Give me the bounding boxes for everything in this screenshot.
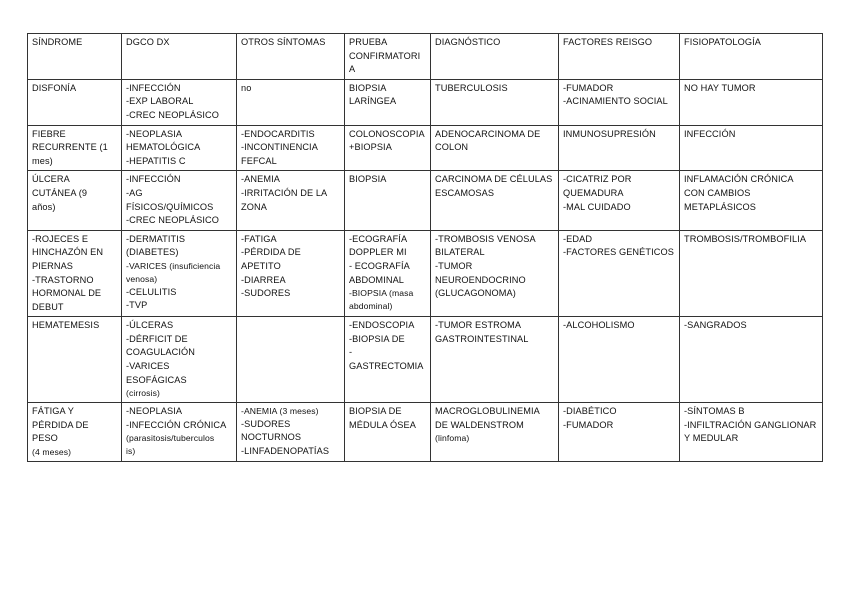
cell-line: -TUMOR ESTROMA [435,320,522,331]
cell-factores-riesgo [559,79,680,125]
cell-line: MACROGLOBULINEMIA [435,406,540,417]
cell-otros-sintomas [237,171,345,230]
cell-line: - ECOGRAFÍA [349,260,410,271]
cell-line: APETITO [241,260,281,271]
cell-factores-riesgo [559,125,680,171]
cell-otros-sintomas [237,79,345,125]
cell-line: DEBUT [32,301,64,312]
cell-dgco-dx [122,79,237,125]
cell-line: CON CAMBIOS [684,187,751,198]
cell-line: -FUMADOR [563,419,614,430]
table-row [28,403,823,462]
cell-line: (linfoma) [435,433,470,444]
cell-line: HORMONAL DE [32,288,102,299]
cell-sindrome [28,171,122,230]
cell-otros-sintomas [237,125,345,171]
cell-prueba-confirmatoria [345,125,431,171]
cell-line: LARÍNGEA [349,96,397,107]
header-cell-dgco-dx: DGCO DX [122,34,237,80]
cell-line: (cirrosis) [126,388,160,399]
cell-line: DE WALDENSTROM [435,419,524,430]
cell-line: ABDOMINAL [349,274,405,285]
cell-line: -CELULITIS [126,286,177,297]
header-row [28,34,823,80]
cell-line: -INCONTINENCIA [241,142,318,153]
cell-prueba-confirmatoria [345,317,431,403]
cell-line: Y MEDULAR [684,433,739,444]
header-cell-sindrome: SÍNDROME [28,34,122,80]
cell-dgco-dx [122,230,237,317]
cell-line: -ANEMIA (3 meses) [241,406,319,417]
cell-line: ÚLCERA [32,174,70,185]
cell-line: PIERNAS [32,260,74,271]
cell-line: INFECCIÓN [684,128,736,139]
cell-line: -INFECCIÓN CRÓNICA [126,419,227,430]
cell-line: FÍSICOS/QUÍMICOS [126,201,214,212]
cell-factores-riesgo [559,317,680,403]
cell-line: DOPPLER MI [349,247,407,258]
cell-prueba-confirmatoria [345,171,431,230]
cell-diagnostico [431,403,559,462]
cell-line: -SÍNTOMAS B [684,406,745,417]
table-body [28,34,823,462]
cell-line: años) [32,201,56,212]
cell-diagnostico [431,171,559,230]
clinical-cases-table [27,33,823,462]
cell-line: TUBERCULOSIS [435,82,508,93]
cell-prueba-confirmatoria [345,79,431,125]
cell-line: -CREC NEOPLÁSICO [126,215,219,226]
cell-line: mes) [32,155,53,166]
cell-line: -DIABÉTICO [563,406,617,417]
cell-line: -IRRITACIÓN DE LA [241,187,328,198]
cell-line: -FUMADOR [563,82,614,93]
cell-sindrome [28,317,122,403]
cell-line: INFLAMACIÓN CRÓNICA [684,174,794,185]
cell-sindrome [28,79,122,125]
cell-line: -ENDOSCOPIA [349,320,415,331]
cell-line: -LINFADENOPATÍAS [241,446,330,457]
cell-dgco-dx [122,403,237,462]
cell-dgco-dx [122,125,237,171]
cell-diagnostico [431,230,559,317]
header-cell-fisiopatologia: FISIOPATOLOGÍA [680,34,823,80]
cell-line: -EDAD [563,233,593,244]
cell-line: HEMATEMESIS [32,320,100,331]
cell-sindrome [28,125,122,171]
cell-line: -DERMATITIS [126,233,186,244]
cell-line: RECURRENTE (1 [32,142,108,153]
cell-prueba-confirmatoria [345,403,431,462]
cell-line: -EXP LABORAL [126,96,194,107]
cell-sindrome [28,230,122,317]
cell-factores-riesgo [559,403,680,462]
cell-line: -ÚLCERAS [126,320,174,331]
cell-line: -ALCOHOLISMO [563,320,635,331]
cell-line: -SUDORES [241,288,291,299]
cell-line: -PÉRDIDA DE [241,247,301,258]
cell-line: ADENOCARCINOMA DE [435,128,541,139]
cell-line: -TVP [126,300,148,311]
cell-line: (parasitosis/tuberculos [126,433,215,444]
header-cell-prueba-confirmatoria: PRUEBA CONFIRMATORIA [345,34,431,80]
cell-line: +BIOPSIA [349,142,392,153]
cell-line: HINCHAZÓN EN [32,247,104,258]
cell-line: PÉRDIDA DE PESO [32,419,92,444]
cell-line: BIOPSIA [349,82,387,93]
cell-line: -INFECCIÓN [126,174,181,185]
cell-line: -TRASTORNO [32,274,94,285]
cell-diagnostico [431,79,559,125]
table-row [28,125,823,171]
cell-factores-riesgo [559,171,680,230]
cell-line: abdominal) [349,300,393,311]
header-cell-otros-sintomas: OTROS SÍNTOMAS [237,34,345,80]
cell-line: -ECOGRAFÍA [349,233,408,244]
cell-line: BILATERAL [435,247,485,258]
cell-line: - [349,347,353,358]
table-row [28,171,823,230]
cell-fisiopatologia [680,125,823,171]
cell-line: CARCINOMA DE CÉLULAS [435,174,553,185]
cell-line: -SANGRADOS [684,320,747,331]
cell-line: is) [126,446,136,457]
cell-line: -VARICES ESOFÁGICAS [126,361,187,385]
cell-dgco-dx [122,317,237,403]
cell-line: -HEPATITIS C [126,155,186,166]
cell-line: COAGULACIÓN [126,347,195,358]
cell-line: -TROMBOSIS VENOSA [435,233,536,244]
cell-line: METAPLÁSICOS [684,201,756,212]
cell-line: no [241,82,252,93]
cell-line: -ANEMIA [241,174,280,185]
cell-line: NEUROENDOCRINO [435,274,526,285]
cell-line: TROMBOSIS/TROMBOFILIA [684,233,807,244]
cell-line: -NEOPLASIA [126,406,183,417]
cell-line: ZONA [241,201,267,212]
cell-line: -AG [126,187,143,198]
cell-line: -TUMOR [435,260,473,271]
cell-line: DISFONÍA [32,82,77,93]
cell-line: venosa) [126,273,158,284]
cell-line: COLONOSCOPIA [349,128,425,139]
cell-line: (GLUCAGONOMA) [435,288,516,299]
header-cell-diagnostico: DIAGNÓSTICO [431,34,559,80]
cell-fisiopatologia [680,317,823,403]
cell-line: NO HAY TUMOR [684,82,756,93]
cell-line: FIEBRE [32,128,66,139]
cell-line: COLON [435,142,469,153]
cell-line: GASTRECTOMIA [349,361,424,372]
cell-line: -CICATRIZ POR [563,174,632,185]
cell-line: -DÉRFICIT DE [126,333,188,344]
cell-line: -MAL CUIDADO [563,201,631,212]
cell-line: (DIABETES) [126,247,179,258]
cell-line: -DIARREA [241,274,286,285]
cell-line: -BIOPSIA (masa [349,288,414,299]
cell-line: -BIOPSIA DE [349,333,405,344]
table-row [28,230,823,317]
cell-line: CUTÁNEA (9 [32,187,88,198]
cell-line: BIOPSIA DE [349,406,402,417]
cell-diagnostico [431,317,559,403]
cell-line: GASTROINTESTINAL [435,333,529,344]
cell-line: QUEMADURA [563,187,624,198]
cell-line: FÁTIGA Y [32,406,74,417]
cell-line: -ENDOCARDITIS [241,128,315,139]
cell-fisiopatologia [680,171,823,230]
cell-line: BIOPSIA [349,174,387,185]
cell-line: -SUDORES [241,418,291,429]
cell-line: (4 meses) [32,446,72,457]
cell-dgco-dx [122,171,237,230]
cell-diagnostico [431,125,559,171]
cell-otros-sintomas [237,403,345,462]
cell-line: -ACINAMIENTO SOCIAL [563,96,668,107]
cell-line: MÉDULA ÓSEA [349,419,416,430]
cell-line: -NEOPLASIA [126,128,183,139]
cell-line: ESCAMOSAS [435,187,495,198]
cell-sindrome [28,403,122,462]
header-cell-factores-riesgo: FACTORES REISGO [559,34,680,80]
cell-fisiopatologia [680,79,823,125]
table-row [28,79,823,125]
cell-line: FEFCAL [241,155,277,166]
cell-line: -INFECCIÓN [126,82,181,93]
cell-line: HEMATOLÓGICA [126,142,201,153]
cell-otros-sintomas [237,230,345,317]
cell-line: -VARICES (insuficiencia [126,260,221,271]
cell-prueba-confirmatoria [345,230,431,317]
table-row [28,317,823,403]
cell-line: INMUNOSUPRESIÓN [563,128,656,139]
cell-line: -INFILTRACIÓN GANGLIONAR [684,419,817,430]
cell-fisiopatologia [680,230,823,317]
cell-factores-riesgo [559,230,680,317]
cell-line: -ROJECES E [32,233,89,244]
cell-otros-sintomas [237,317,345,403]
cell-fisiopatologia [680,403,823,462]
cell-line: -CREC NEOPLÁSICO [126,109,219,120]
cell-line: NOCTURNOS [241,432,302,443]
cell-line: -FACTORES GENÉTICOS [563,247,674,258]
cell-line: -FATIGA [241,233,277,244]
